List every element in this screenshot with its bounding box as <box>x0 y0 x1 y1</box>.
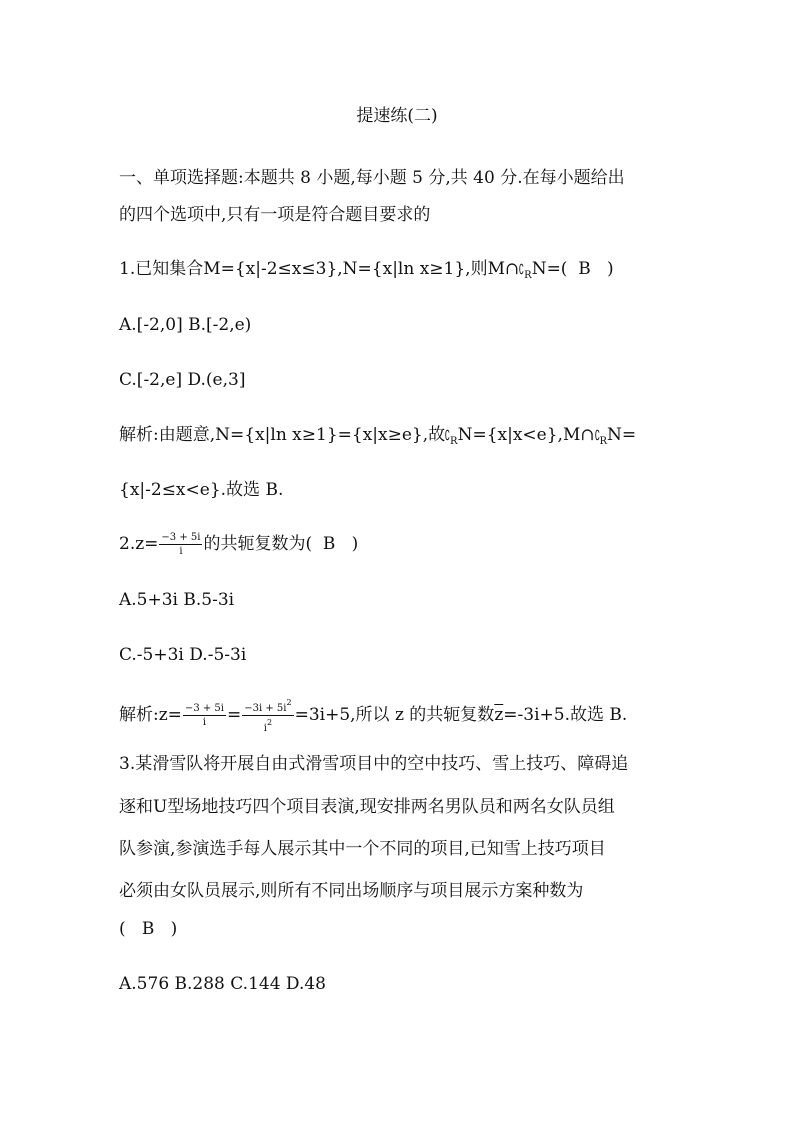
conjugate-z: $\overline{z}$ <box>494 705 504 725</box>
question-1-stem-text: 1.已知集合M={x|-2≤x≤3},N={x|ln x≥1},则M∩ <box>119 259 520 279</box>
question-2-stem <box>119 532 358 556</box>
question-2-suffix: 的共轭复数为( <box>203 534 313 554</box>
question-3-answer-line <box>119 917 177 941</box>
question-1-answer: B <box>578 259 591 279</box>
question-3-answer: B <box>141 919 155 939</box>
solution-text: =3i+5,所以 z 的共轭复数 <box>294 705 495 725</box>
numerator-text: −3i + 5i <box>244 703 287 714</box>
complement-symbol: ∁ <box>444 428 451 444</box>
fraction-denominator: i <box>202 717 207 728</box>
question-1-options-line2: C.[-2,e] D.(e,3] <box>119 370 246 390</box>
fraction <box>183 703 226 728</box>
section-header-line2: 的四个选项中,只有一项是符合题目要求的 <box>119 205 431 225</box>
question-2-options-line1: A.5+3i B.5-3i <box>119 590 235 610</box>
exponent: 2 <box>286 698 292 707</box>
question-3-line3: 队参演,参演选手每人展示其中一个不同的项目,已知雪上技巧项目 <box>119 839 606 859</box>
question-2-solution <box>119 697 628 734</box>
solution-text: 解析:由题意,N={x|ln x≥1}={x|x≥e},故 <box>119 425 446 445</box>
fraction-numerator: −3 + 5i <box>161 532 201 543</box>
fraction-denominator: i <box>179 546 183 557</box>
question-1-stem-tail: N=( <box>531 259 568 279</box>
question-2-close-paren: ) <box>351 534 359 554</box>
fraction-numerator: −3 + 5i <box>184 703 224 714</box>
fraction-numerator <box>242 697 293 716</box>
question-1-options-line1: A.[-2,0] B.[-2,e) <box>119 315 252 335</box>
section-header-line1: 一、单项选择题:本题共 8 小题,每小题 5 分,共 40 分.在每小题给出 <box>119 168 625 188</box>
question-3-options: A.576 B.288 C.144 D.48 <box>119 974 326 994</box>
fraction <box>159 532 202 557</box>
complement-symbol: ∁ <box>594 428 600 444</box>
question-1-stem <box>119 257 614 281</box>
question-1-close-paren: ) <box>606 259 614 279</box>
denominator-text: i <box>263 723 267 734</box>
solution-prefix: 解析:z= <box>119 705 182 725</box>
subscript-r: R <box>599 436 608 447</box>
subscript-r: R <box>524 270 532 281</box>
equals-sign: = <box>226 705 242 725</box>
solution-text: =-3i+5.故选 B. <box>503 705 628 725</box>
fraction <box>242 697 293 734</box>
question-2-options-line2: C.-5+3i D.-5-3i <box>119 645 247 665</box>
question-2-prefix: 2.z= <box>119 534 159 554</box>
subscript-r: R <box>450 436 458 447</box>
question-3-line2: 逐和U型场地技巧四个项目表演,现安排两名男队员和两名女队员组 <box>119 797 615 817</box>
close-paren: ) <box>170 919 178 939</box>
open-paren: ( <box>119 919 126 939</box>
question-3-line1: 3.某滑雪队将开展自由式滑雪项目中的空中技巧、雪上技巧、障碍追 <box>119 754 629 774</box>
complement-symbol: ∁ <box>519 262 525 278</box>
page-title: 提速练(二) <box>356 106 438 126</box>
question-2-answer: B <box>322 534 336 554</box>
solution-text: N= <box>607 425 637 445</box>
exponent: 2 <box>266 718 273 727</box>
question-3-line4: 必须由女队员展示,则所有不同出场顺序与项目展示方案种数为 <box>119 881 584 901</box>
fraction-denominator <box>242 716 293 734</box>
question-1-solution-line1 <box>119 423 636 447</box>
solution-text: N={x|x<e},M∩ <box>457 425 595 445</box>
question-1-solution-line2: {x|-2≤x<e}.故选 B. <box>119 480 284 500</box>
